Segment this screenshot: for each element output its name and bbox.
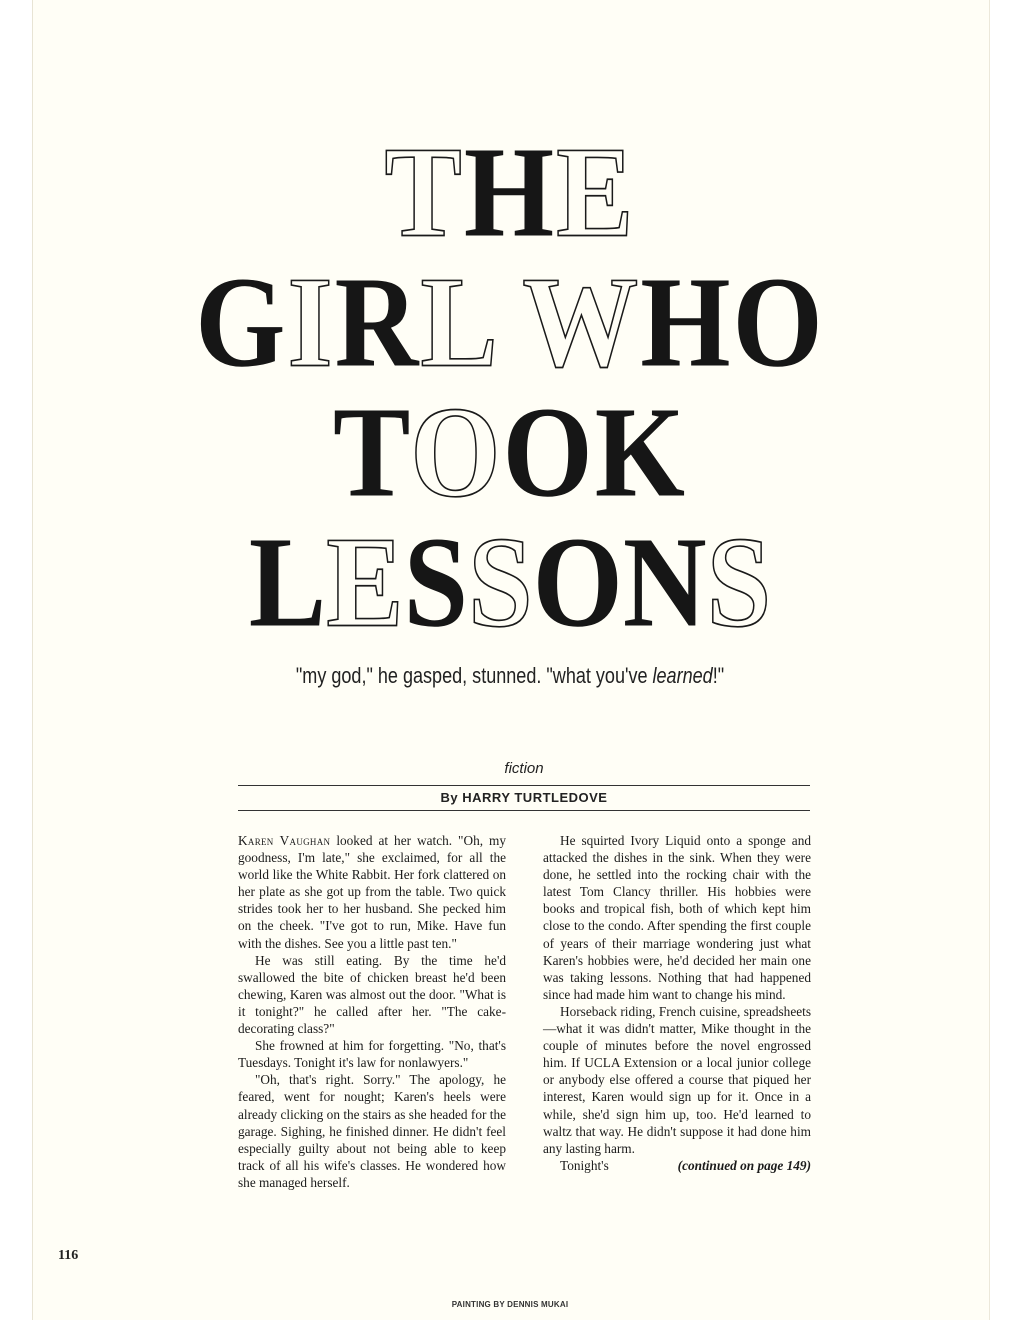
closing-fragment: Tonight's	[560, 1157, 609, 1173]
title-letter: E	[556, 121, 636, 265]
title-letter: T	[384, 121, 464, 265]
divider-rule-top	[238, 785, 810, 786]
title-letter: O	[732, 251, 825, 395]
title-letter: W	[522, 251, 641, 395]
body-paragraph: She frowned at him for forgetting. "No, that's Tuesdays. Tonight it's law for nonlawyers."	[238, 1038, 506, 1071]
title-letter: G	[195, 251, 288, 395]
continued-jump-link[interactable]: (continued on page 149)	[677, 1157, 811, 1173]
title-line-3	[0, 381, 1020, 525]
deck-text-before: "my god," he gasped, stunned. "what you've	[295, 663, 653, 688]
article-column-left	[238, 832, 506, 1191]
body-paragraph: He was still eating. By the time he'd swallowed the bite of chicken breast he'd been chewing, Karen was almost out the door. "What is it tonight?" he called after her. "The cake-decorating class?"	[238, 952, 506, 1037]
title-letter: K	[594, 381, 687, 525]
title-letter	[493, 251, 522, 394]
title-letter: S	[468, 511, 533, 655]
title-line-4	[0, 511, 1020, 655]
title-letter: I	[287, 251, 335, 395]
closing-line	[543, 1157, 811, 1174]
body-paragraph: "Oh, that's right. Sorry." The apology, he feared, went for nought; Karen's heels were already clicking on the stairs as she headed for the garage. Sighing, he finished dinner. He didn't feel especially guilty about not being able to keep track of all his wife's classes. He wondered how she managed herself.	[238, 1072, 506, 1190]
title-letter: E	[326, 511, 404, 655]
title-letter: S	[706, 511, 772, 655]
title-letter: O	[410, 381, 503, 525]
lead-in-name: Karen Vaughan	[238, 833, 331, 848]
title-letter: H	[640, 251, 733, 395]
article-column-right	[543, 832, 811, 1174]
title-letter: S	[403, 511, 469, 655]
title-letter: R	[334, 251, 421, 395]
page-number: 116	[58, 1248, 79, 1263]
illustration-credit: PAINTING BY DENNIS MUKAI	[451, 1300, 569, 1309]
body-paragraph: Horseback riding, French cuisine, spreadsheets—what it was didn't matter, Mike thought in the couple of minutes before the novel engrossed him. If UCLA Extension or a local junior college or anybody else offered a course that piqued her interest, Karen would sign up for it. Once in a while, she'd sign him up, too. He'd learned to waltz that way. He didn't suppose it had done him any lasting harm.	[543, 1003, 811, 1156]
title-line-2	[0, 251, 1020, 395]
title-letter: L	[248, 511, 327, 655]
title-letter: N	[622, 511, 707, 655]
title-letter: H	[463, 121, 557, 265]
body-paragraph: He squirted Ivory Liquid onto a sponge and attacked the dishes in the sink. When they were done, he settled into the rocking chair with the latest Tom Clancy thriller. His hobbies were books and tropical fish, both of which kept him close to the condo. After spending the first couple of years of their marriage wondering just what Karen's hobbies were, he'd decided her main one was taking lessons. Nothing that had happened since had made him want to change his mind.	[543, 833, 811, 1002]
deck-emphasis: learned	[652, 663, 713, 688]
deck-text-after: !"	[712, 663, 725, 688]
lead-paragraph-text: looked at her watch. "Oh, my goodness, I'm late," she exclaimed, for all the world like the White Rabbit. Her fork clattered on her plate as she got up from the table. Two quick strides took her to her husband. She pecked him on the cheek. "I've got to run, Mike. Have fun with the dishes. See you a little past ten."	[238, 833, 507, 951]
title-letter: O	[532, 511, 623, 655]
divider-rule-bottom	[238, 810, 810, 811]
title-line-1	[0, 121, 1020, 265]
lead-paragraph	[238, 832, 506, 952]
title-letter: L	[420, 251, 494, 395]
title-letter: T	[333, 381, 411, 525]
deck-subtitle	[92, 663, 928, 689]
author-byline: By HARRY TURTLEDOVE	[440, 790, 608, 805]
section-category: fiction	[504, 760, 544, 777]
title-letter: O	[502, 381, 595, 525]
